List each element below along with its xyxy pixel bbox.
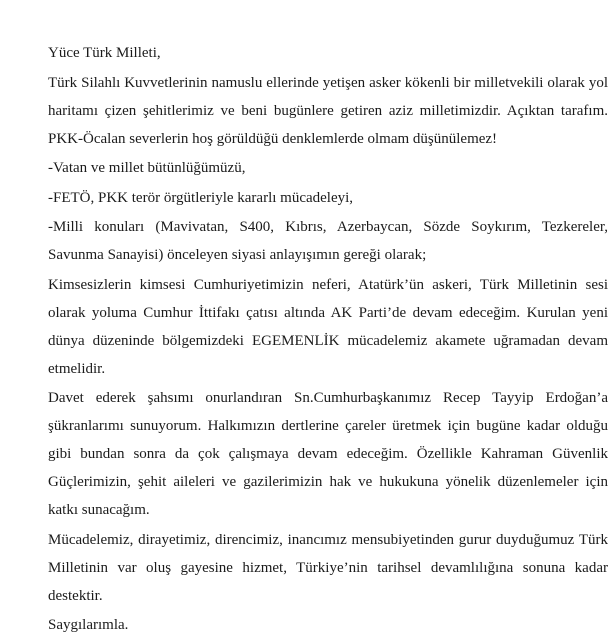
letter-list-item-2: -FETÖ, PKK terör örgütleriyle kararlı mücadeleyi, [48, 189, 354, 206]
letter-list-item-1: -Vatan ve millet bütünlüğümüzü, [48, 160, 246, 176]
letter-salutation: Yüce Türk Milleti, [48, 45, 161, 61]
letter-paragraph-1: Türk Silahlı Kuvvetlerinin namuslu ellerinde yetişen asker kökenli bir milletvekili olarak yol haritamı çizen şehitlerimiz ve beni bugünlere getiren aziz milletimizdir. Açıktan tarafım. PKK-Öcalan severlerin hoş görüldüğü denklemlerde olmam düşünülemez! [48, 74, 608, 147]
letter-paragraph-3: Davet ederek şahsımı onurlandıran Sn.Cumhurbaşkanımız Recep Tayyip Erdoğan’a şükranlarımı sunuyorum. Halkımızın dertlerine çareler üretmek için bugüne kadar olduğu gibi bundan sonra da çok çalışmaya devam edeceğim. Özellikle Kahraman Güvenlik Güçlerimizin, şehit aileleri ve gazilerimizin hak ve hukukuna yönelik düzenlemeler için katkı sunacağım. [48, 390, 608, 518]
letter-closing: Saygılarımla. [48, 617, 129, 633]
letter-paragraph-2: Kimsesizlerin kimsesi Cumhuriyetimizin neferi, Atatürk’ün askeri, Türk Milletinin sesi olarak yoluma Cumhur İttifakı çatısı altında AK Parti’de devam edeceğim. Kurulan yeni dünya düzeninde bölgemizdeki EGEMENLİK mücadelemiz akamete uğramadan devam etmelidir. [48, 276, 608, 377]
letter-paragraph-4: Mücadelemiz, dirayetimiz, direncimiz, inancımız mensubiyetinden gurur duyduğumuz Türk Milletinin var oluş gayesine hizmet, Türkiye’nin tarihsel devamlılığına sonuna kadar destektir. [48, 531, 608, 604]
letter-body [48, 39, 608, 641]
letter-list-item-3: -Milli konuları (Mavivatan, S400, Kıbrıs, Azerbaycan, Sözde Soykırım, Tezkereler, Savunma Sanayisi) önceleyen siyasi anlayışımın gereği olarak; [48, 219, 608, 263]
